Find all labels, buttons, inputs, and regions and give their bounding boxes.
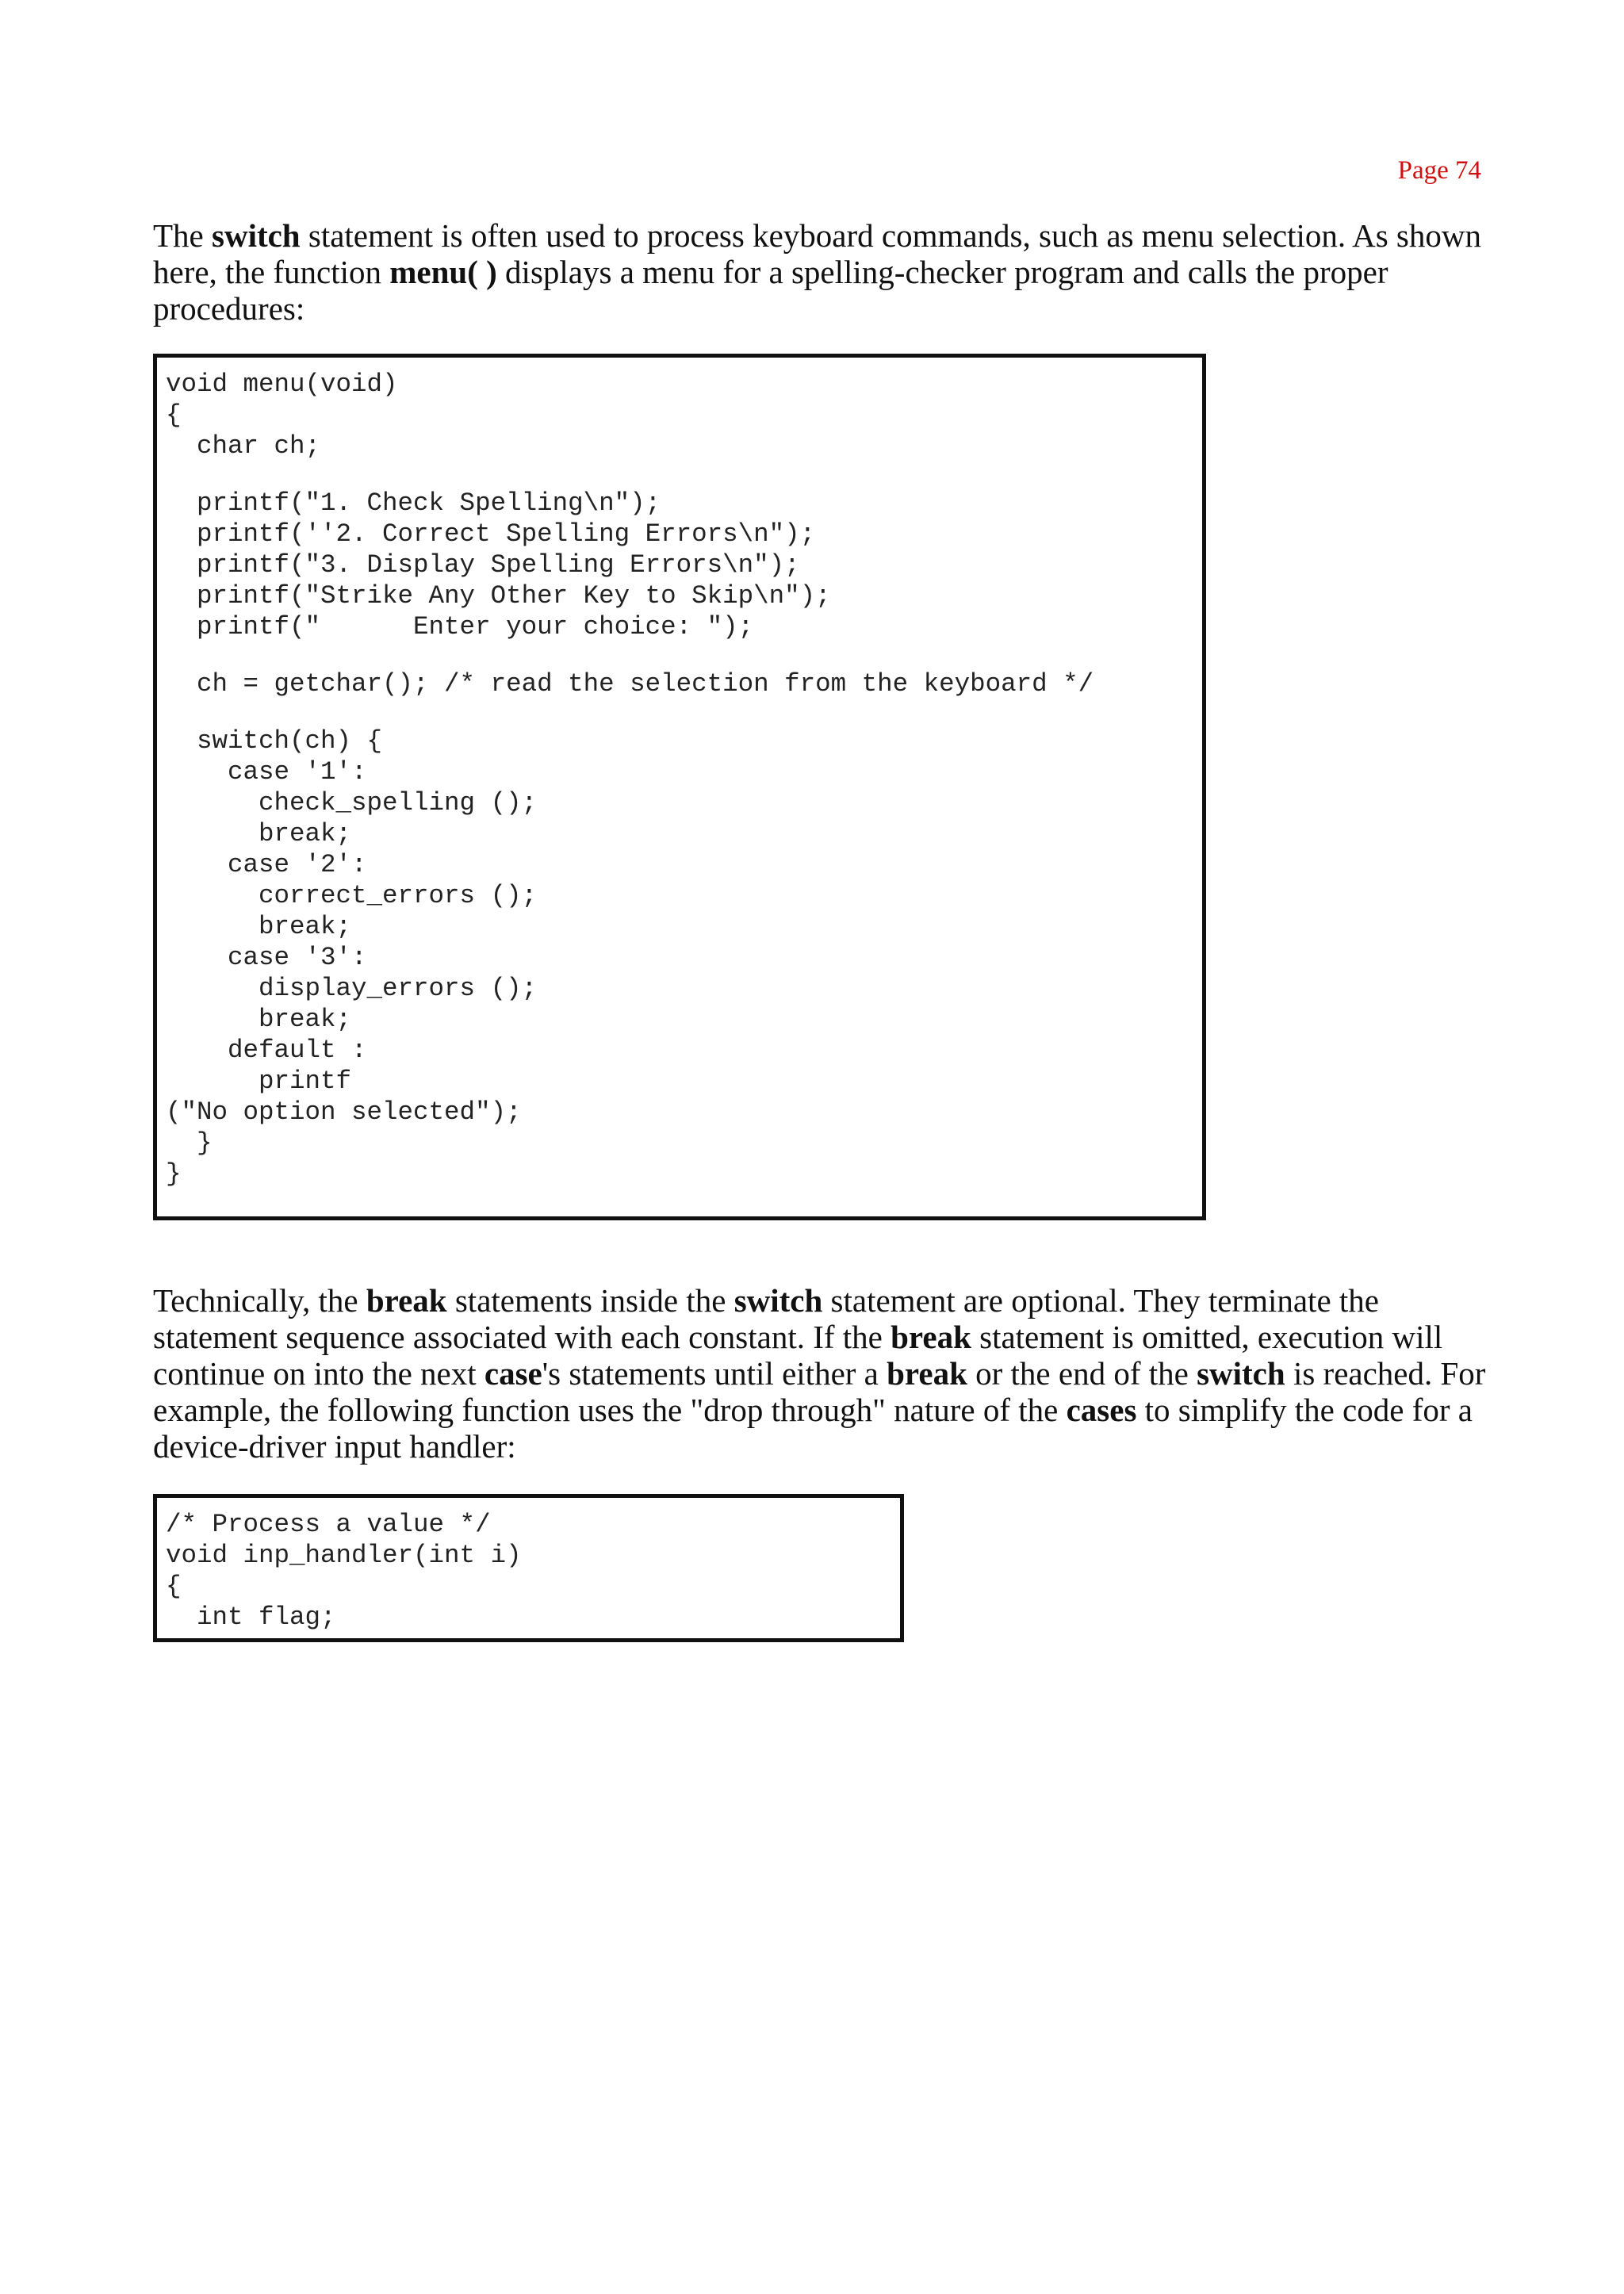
code-line: void inp_handler(int i) bbox=[166, 1541, 522, 1570]
code-line: case '2': bbox=[166, 850, 367, 879]
code-line: correct_errors (); bbox=[166, 881, 538, 910]
keyword-break: break bbox=[891, 1319, 971, 1355]
keyword-break: break bbox=[887, 1355, 967, 1392]
intro-paragraph bbox=[153, 217, 1493, 327]
code-line: switch(ch) { bbox=[166, 726, 383, 756]
text-run: statements inside the bbox=[446, 1282, 734, 1319]
code-blank-line bbox=[166, 642, 1202, 668]
text-run: statement is omitted, execution will continue on into the next bbox=[153, 1319, 1443, 1392]
text-run: Technically, the bbox=[153, 1282, 366, 1319]
text-run: statement are optional. They terminate the statement sequence associated with each constant. If the bbox=[153, 1282, 1379, 1355]
text-run: The bbox=[153, 217, 212, 254]
code-line: case '3': bbox=[166, 943, 367, 972]
page-number: Page 74 bbox=[1397, 156, 1481, 185]
menu-code-listing bbox=[153, 354, 1206, 1220]
keyword-cases: cases bbox=[1066, 1392, 1137, 1428]
code-line: void menu(void) bbox=[166, 370, 398, 399]
keyword-break: break bbox=[366, 1282, 447, 1319]
keyword-switch: switch bbox=[733, 1282, 823, 1319]
code-line: ch = getchar(); /* read the selection from the keyboard */ bbox=[166, 669, 1094, 699]
code-line: check_spelling (); bbox=[166, 788, 538, 818]
code-line: } bbox=[166, 1159, 182, 1189]
code-line: printf(" Enter your choice: "); bbox=[166, 612, 754, 641]
code-line: printf("3. Display Spelling Errors\n"); bbox=[166, 550, 800, 580]
code-line: printf("1. Check Spelling\n"); bbox=[166, 488, 661, 518]
break-explanation-paragraph bbox=[153, 1282, 1493, 1465]
text-run: 's statements until either a bbox=[542, 1355, 887, 1392]
text-run: is reached. For example, the following function uses the "drop through" nature of the bbox=[153, 1355, 1486, 1428]
text-run: displays a menu for a spelling-checker program and calls the proper procedures: bbox=[153, 254, 1388, 327]
keyword-switch: switch bbox=[1197, 1355, 1285, 1392]
code-line: { bbox=[166, 400, 182, 430]
code-blank-line bbox=[166, 461, 1202, 488]
code-blank-line bbox=[166, 699, 1202, 726]
code-line: case '1': bbox=[166, 757, 367, 787]
input-handler-code-listing bbox=[153, 1494, 904, 1642]
code-line: { bbox=[166, 1572, 182, 1601]
text-run: to simplify the code for a device-driver input handler: bbox=[153, 1392, 1473, 1465]
code-line: printf bbox=[166, 1067, 352, 1096]
code-line: break; bbox=[166, 1005, 352, 1034]
text-run: or the end of the bbox=[967, 1355, 1197, 1392]
code-line: printf(''2. Correct Spelling Errors\n"); bbox=[166, 519, 816, 549]
code-line: display_errors (); bbox=[166, 974, 538, 1003]
code-line: } bbox=[166, 1128, 213, 1158]
code-line: ("No option selected"); bbox=[166, 1097, 522, 1127]
code-line: default : bbox=[166, 1036, 367, 1065]
code-line: char ch; bbox=[166, 431, 321, 461]
code-line: break; bbox=[166, 912, 352, 941]
code-line: /* Process a value */ bbox=[166, 1510, 491, 1539]
keyword-menu: menu( ) bbox=[389, 254, 497, 290]
keyword-case: case bbox=[484, 1355, 542, 1392]
code-line: printf("Strike Any Other Key to Skip\n"); bbox=[166, 581, 831, 611]
text-run: statement is often used to process keyboard commands, such as menu selection. As shown here, the function bbox=[153, 217, 1481, 290]
code-line: break; bbox=[166, 819, 352, 848]
keyword-switch: switch bbox=[212, 217, 301, 254]
code-line: int flag; bbox=[166, 1603, 336, 1632]
